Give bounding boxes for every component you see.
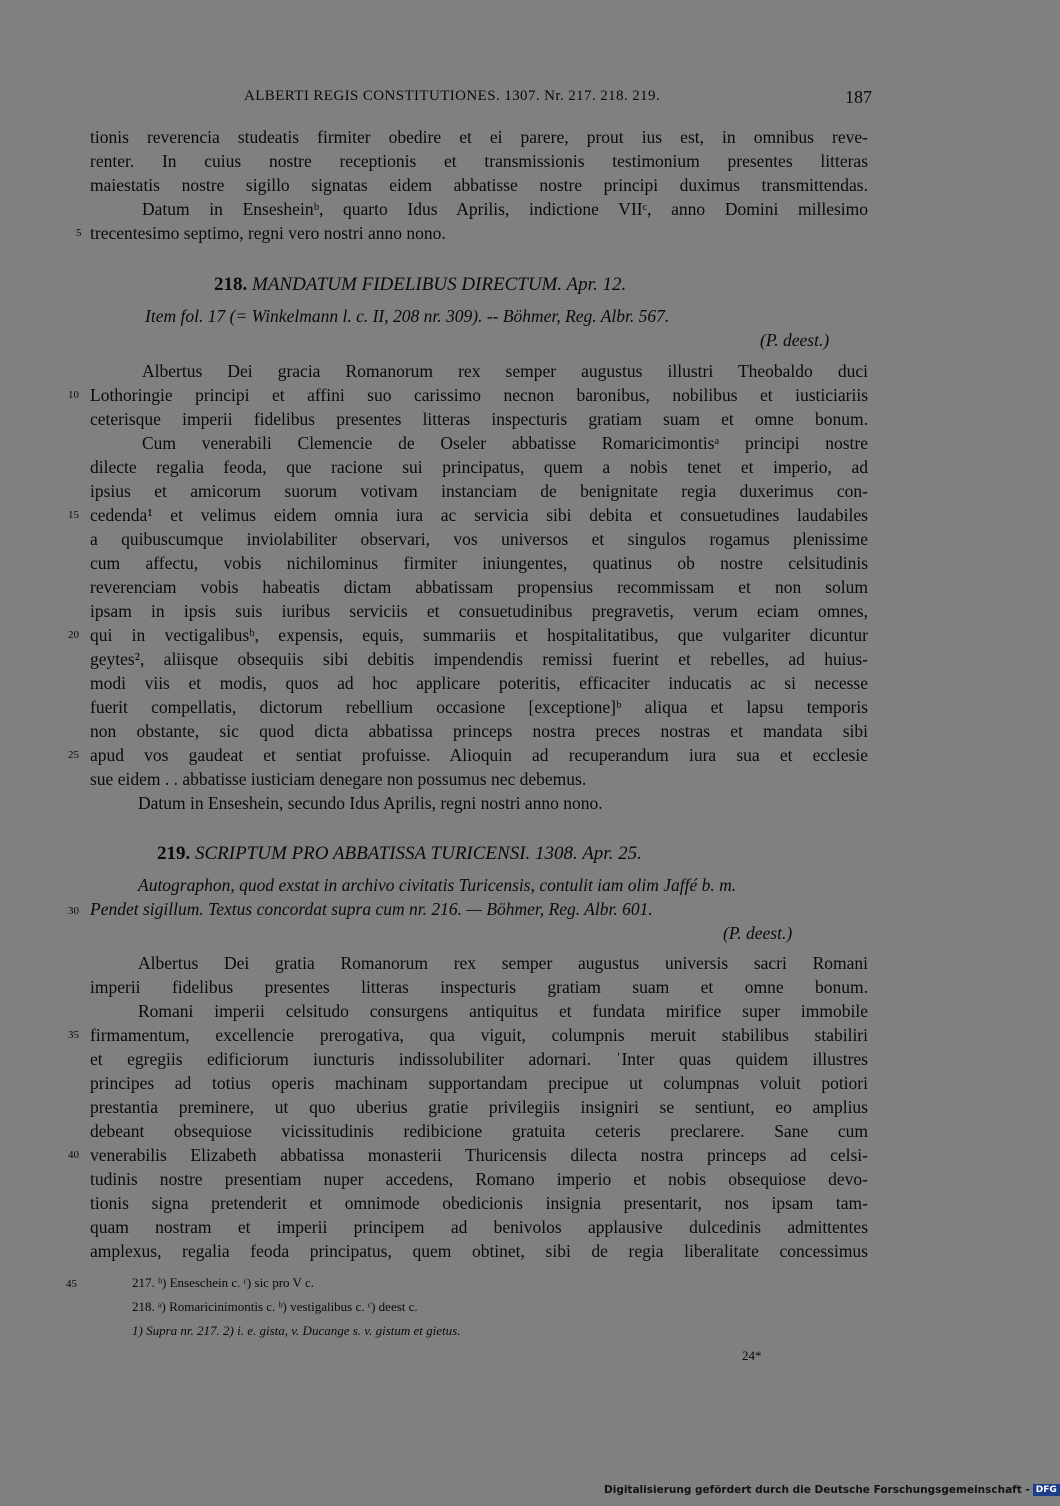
text-line: fuerit compellatis, dictorum rebellium occasione [exceptione]ᵇ aliqua et lapsu temporis <box>90 697 868 717</box>
digitization-credit <box>604 1484 1060 1496</box>
text-line: amplexus, regalia feoda principatus, quem obtinet, sibi de regia liberalitate concessimus <box>90 1241 868 1261</box>
line-number: 5 <box>76 227 82 239</box>
text-line: Datum in Enseshein, secundo Idus Aprilis, regni nostri anno nono. <box>138 793 603 813</box>
doc-218-title: MANDATUM FIDELIBUS DIRECTUM. <box>252 274 563 295</box>
running-header: ALBERTI REGIS CONSTITUTIONES. 1307. Nr. 217. 218. 219. <box>244 88 661 104</box>
text-line: tudinis nostre presentiam nuper accedens, Romano imperio et nobis obsequiose devo- <box>90 1169 868 1189</box>
text-line: renter. In cuius nostre receptionis et transmissionis testimonium presentes litteras <box>90 151 868 171</box>
doc-219-heading <box>157 843 642 865</box>
text-line: firmamentum, excellencie prerogativa, qua viguit, columpnis meruit stabilibus stabiliri <box>90 1025 868 1045</box>
line-number: 30 <box>68 905 79 917</box>
text-line: quam nostram et imperii principem ad benivolos applausive dulcedinis admittentes <box>90 1217 868 1237</box>
line-number: 15 <box>68 509 79 521</box>
text-line: debeant obsequiose vicissitudinis redibicione gratuita ceteris preclarere. Sane cum <box>90 1121 868 1141</box>
text-line: a quibuscumque inviolabiliter observari, vos universos et singulos rogamus plenissime <box>90 529 868 549</box>
text-line: reverenciam vobis habeatis dictam abbatissam propensius recommissam et non solum <box>90 577 868 597</box>
doc-218-pdeest: (P. deest.) <box>760 330 830 350</box>
footnote-217: 217. ᵇ) Enseschein c. ᶜ) sic pro V c. <box>132 1275 314 1290</box>
doc-219-source-cont: Pendet sigillum. Textus concordat supra cum nr. 216. — Böhmer, Reg. Albr. 601. <box>90 899 653 919</box>
credit-text: Digitalisierung gefördert durch die Deutsche Forschungsgemeinschaft - <box>604 1484 1030 1496</box>
line-number: 10 <box>68 389 79 401</box>
doc-219-title: SCRIPTUM PRO ABBATISSA TURICENSI. <box>195 843 531 864</box>
line-number: 20 <box>68 629 79 641</box>
text-line: ipsam in ipsis suis iuribus serviciis et consuetudinibus pregravetis, verum eciam omnes, <box>90 601 868 621</box>
text-line: et egregiis edificiorum iuncturis indissolubiliter adornari. ˈInter quas quidem illustres <box>90 1049 868 1069</box>
footnote-218: 218. ᵃ) Romaricinimontis c. ᵇ) vestigalibus c. ᶜ) deest c. <box>132 1299 418 1314</box>
text-line: imperii fidelibus presentes litteras inspecturis gratiam suam et omne bonum. <box>90 977 868 997</box>
text-line: non obstante, sic quod dicta abbatissa princeps nostra preces nostras et mandata sibi <box>90 721 868 741</box>
text-line: cedenda¹ et velimus eidem omnia iura ac servicia sibi debita et consuetudines laudabiles <box>90 505 868 525</box>
text-line: prestantia preminere, ut quo uberius gratie privilegiis insigniri se sentiunt, eo amplius <box>90 1097 868 1117</box>
text-line: sue eidem . . abbatisse iusticiam denegare non possumus nec debemus. <box>90 769 587 789</box>
line-number: 40 <box>68 1149 79 1161</box>
text-line: tionis reverencia studeatis firmiter obedire et ei parere, prout ius est, in omnibus reve- <box>90 127 868 147</box>
text-line: ceterisque imperii fidelibus presentes litteras inspecturis gratiam suam et omne bonum. <box>90 409 868 429</box>
doc-218-number: 218. <box>214 274 248 295</box>
text-line: trecentesimo septimo, regni vero nostri anno nono. <box>90 223 446 243</box>
doc-219-pdeest: (P. deest.) <box>723 923 793 943</box>
text-line: apud vos gaudeat et sentiat profuisse. Alioquin ad recuperandum iura sua et ecclesie <box>90 745 868 765</box>
footnote-general: 1) Supra nr. 217. 2) i. e. gista, v. Ducange s. v. gistum et gietus. <box>132 1323 461 1338</box>
doc-218-source: Item fol. 17 (= Winkelmann l. c. II, 208 nr. 309). -- Böhmer, Reg. Albr. 567. <box>145 306 670 326</box>
text-line: geytes², aliisque obsequiis sibi debitis impendendis remissi fuerint et rebelles, ad huius- <box>90 649 868 669</box>
text-line: Albertus Dei gratia Romanorum rex semper augustus universis sacri Romani <box>138 953 868 973</box>
text-line: Cum venerabili Clemencie de Oseler abbatisse Romaricimontisᵃ principi nostre <box>142 433 868 453</box>
sheet-signature: 24* <box>742 1348 762 1363</box>
text-line: Lothoringie principi et affini suo carissimo necnon baronibus, nobilibus et iusticiariis <box>90 385 868 405</box>
text-line: Romani imperii celsitudo consurgens antiquitus et fundata mirifice super immobile <box>138 1001 868 1021</box>
line-number: 25 <box>68 749 79 761</box>
doc-218-heading <box>214 274 626 296</box>
doc-219-date: 1308. Apr. 25. <box>535 843 642 864</box>
dfg-logo: DFG <box>1033 1484 1060 1496</box>
text-line: dilecte regalia feoda, que racione sui principatus, quem a nobis tenet et imperio, ad <box>90 457 868 477</box>
text-line: qui in vectigalibusᵇ, expensis, equis, summariis et hospitalitatibus, que vulgariter dicuntur <box>90 625 868 645</box>
doc-219-number: 219. <box>157 843 191 864</box>
text-line: maiestatis nostre sigillo signatas eidem abbatisse nostre principi duximus transmittendas. <box>90 175 868 195</box>
text-line: modi viis et modis, quos ad hoc applicare poteritis, efficaciter inducatis ac si necesse <box>90 673 868 693</box>
page-number: 187 <box>845 87 872 107</box>
doc-219-source: Autographon, quod exstat in archivo civitatis Turicensis, contulit iam olim Jaffé b. m. <box>138 875 737 895</box>
line-number: 45 <box>66 1278 77 1290</box>
text-line: Albertus Dei gracia Romanorum rex semper augustus illustri Theobaldo duci <box>142 361 868 381</box>
text-line: ipsius et amicorum suorum votivam instanciam de benignitate regia duxerimus con- <box>90 481 868 501</box>
doc-218-date: Apr. 12. <box>566 274 627 295</box>
text-line: venerabilis Elizabeth abbatissa monasterii Thuricensis dilecta nostra princeps ad celsi- <box>90 1145 868 1165</box>
text-line: cum affectu, vobis nichilominus firmiter iniungentes, quatinus ob nostre celsitudinis <box>90 553 868 573</box>
text-line: Datum in Ensesheinᵇ, quarto Idus Aprilis, indictione VIIᶜ, anno Domini millesimo <box>142 199 868 219</box>
text-line: tionis signa pretenderit et omnimode obedicionis insignia presentarit, nos ipsam tam- <box>90 1193 868 1213</box>
line-number: 35 <box>68 1029 79 1041</box>
text-line: principes ad totius operis machinam supportandam precipue ut columpnas voluit potiori <box>90 1073 868 1093</box>
